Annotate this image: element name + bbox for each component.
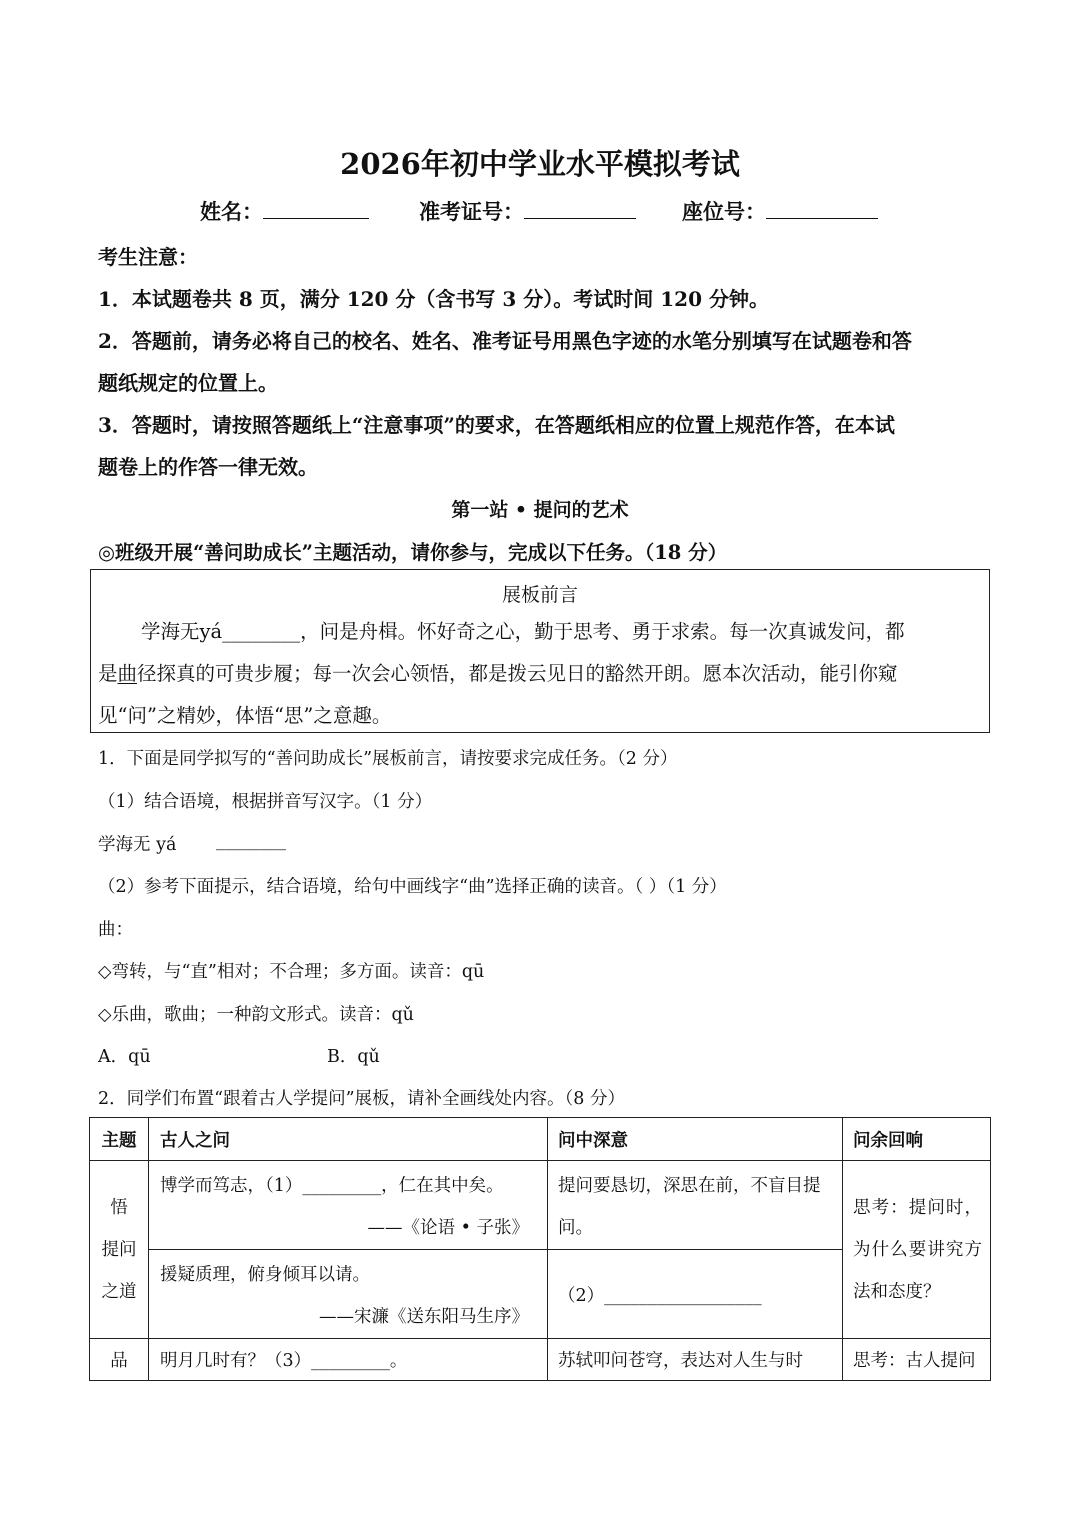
topic-cell: 品 — [90, 1339, 149, 1381]
exam-number-label: 准考证号： — [419, 199, 524, 224]
topic-text: 之道 — [101, 1281, 137, 1302]
hint-item: ◇弯转，与“直”相对；不合理；多方面。读音：qū — [98, 962, 485, 982]
question-1-blank[interactable]: ________ — [216, 831, 286, 851]
echo-cell: 思考：古人提问 — [843, 1339, 991, 1381]
quote-source: ——宋濂《送东阳马生序》 — [319, 1307, 529, 1327]
seat-label: 座位号： — [682, 199, 766, 224]
topic-text: 悟 — [110, 1197, 128, 1218]
board-line — [141, 616, 905, 644]
option-b[interactable]: B．qǔ — [327, 1047, 380, 1067]
board-text: 径探真的可贵步履；每一次会心领悟，都是拨云见日的豁然开朗。愿本次活动，能引你窥 — [137, 662, 898, 685]
meaning-cell: 苏轼叩问苍穹，表达对人生与时 — [548, 1339, 843, 1381]
section-title: 第一站 • 提问的艺术 — [451, 499, 629, 521]
seat-blank[interactable] — [766, 198, 878, 219]
notice-item: 题卷上的作答一律无效。 — [98, 455, 318, 479]
board-text: 学海无yá — [141, 620, 223, 643]
exam-title: 2026年初中学业水平模拟考试 — [340, 147, 740, 181]
section-intro: ◎班级开展“善问助成长”主题活动，请你参与，完成以下任务。（18 分） — [98, 541, 728, 564]
question-1-word: 学海无 yá — [98, 835, 177, 855]
board-blank[interactable]: ________ — [222, 620, 301, 643]
board-title: 展板前言 — [501, 584, 578, 606]
hint-item: ◇乐曲，歌曲；一种韵文形式。读音：qǔ — [98, 1005, 414, 1025]
notice-heading: 考生注意： — [98, 245, 198, 269]
notice-item: 3．答题时，请按照答题纸上“注意事项”的要求，在答题纸相应的位置上规范作答，在本试 — [98, 413, 895, 437]
board-line — [98, 658, 898, 686]
question-1-sub1: （1）结合语境，根据拼音写汉字。（1 分） — [98, 792, 433, 812]
quote-text: 博学而笃志，（1）_________，仁在其中矣。 — [160, 1176, 504, 1196]
quote-cell — [149, 1161, 548, 1250]
name-blank[interactable] — [263, 198, 369, 219]
underlined-char: 曲 — [117, 662, 138, 685]
question-1-sub2: （2）参考下面提示，结合语境，给句中画线字“曲”选择正确的读音。（ ）（1 分） — [98, 877, 727, 897]
exam-number-blank[interactable] — [524, 198, 636, 219]
quote-cell — [149, 1250, 548, 1339]
echo-cell: 思考：提问时，为什么要讲究方法和态度？ — [843, 1161, 991, 1339]
board-text: ，问是舟楫。怀好奇之心，勤于思考、勇于求索。每一次真诚发问，都 — [300, 620, 905, 643]
board-line: 见“问”之精妙，体悟“思”之意趣。 — [98, 704, 392, 727]
quote-text: 明月几时有？（3）_________。 — [149, 1339, 548, 1381]
table-header: 问余回响 — [843, 1118, 991, 1161]
question-1-stem: 1．下面是同学拟写的“善问助成长”展板前言，请按要求完成任务。（2 分） — [98, 749, 678, 769]
notice-item: 2．答题前，请务必将自己的校名、姓名、准考证号用黑色字迹的水笔分别填写在试题卷和答 — [98, 329, 912, 353]
quote-source: ——《论语 • 子张》 — [367, 1218, 529, 1238]
option-a[interactable]: A．qū — [98, 1047, 151, 1067]
hint-char: 曲： — [98, 920, 133, 940]
topic-text: 提问 — [101, 1239, 137, 1260]
meaning-answer-blank[interactable]: （2）__________________ — [548, 1250, 843, 1339]
table-header: 主题 — [90, 1118, 149, 1161]
notice-item: 题纸规定的位置上。 — [98, 371, 278, 395]
name-label: 姓名： — [200, 199, 263, 224]
topic-cell — [90, 1161, 149, 1339]
table-header: 古人之问 — [149, 1118, 548, 1161]
seat-field — [682, 196, 878, 226]
table-header: 问中深意 — [548, 1118, 843, 1161]
exam-number-field — [419, 196, 636, 226]
quote-text: 援疑质理，俯身倾耳以请。 — [160, 1265, 370, 1285]
name-field — [200, 196, 369, 226]
question-2-stem: 2．同学们布置“跟着古人学提问”展板，请补全画线处内容。（8 分） — [98, 1089, 625, 1109]
board-text: 是 — [98, 662, 118, 685]
question-2-table — [89, 1117, 991, 1381]
meaning-cell: 提问要恳切，深思在前，不盲目提问。 — [548, 1161, 843, 1250]
notice-item: 1．本试题卷共 8 页，满分 120 分（含书写 3 分）。考试时间 120 分钟。 — [98, 287, 769, 311]
